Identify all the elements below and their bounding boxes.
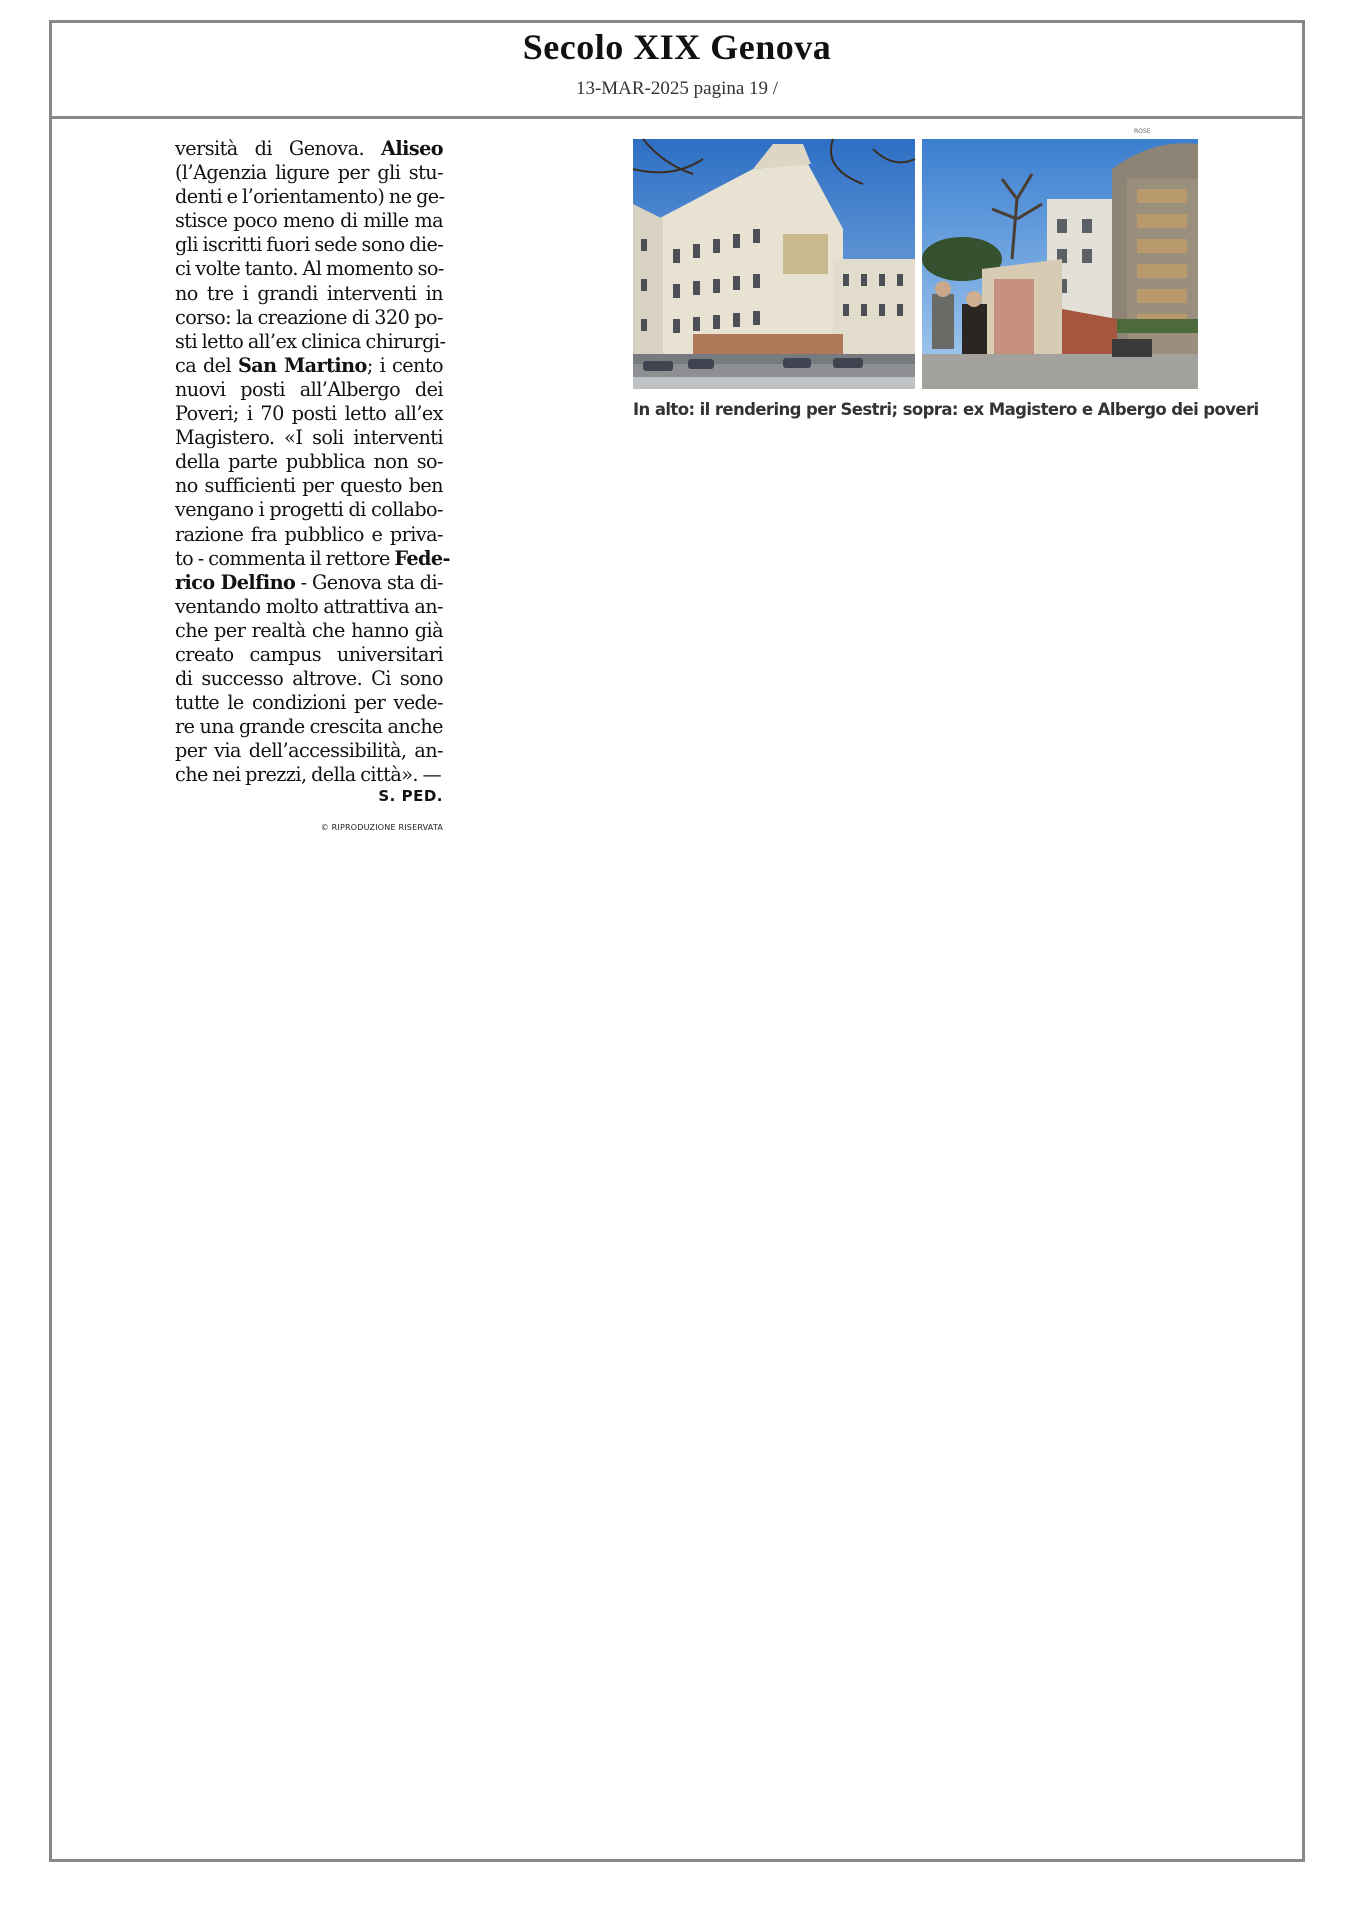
article-line: denti e l’orientamento) ne ge- — [175, 185, 445, 209]
publication-title: Secolo XIX Genova — [522, 27, 832, 67]
article-line: nuovi posti all’Albergo dei — [175, 377, 443, 401]
article-line: versità di Genova. Aliseo — [175, 137, 443, 160]
article-line: Magistero. «I soli interventi — [175, 426, 443, 450]
photo-credit: ROSE — [1134, 128, 1151, 135]
article-line: no tre i grandi interventi in — [175, 281, 443, 305]
bold-name: rico Delfino — [175, 570, 296, 594]
publication-date-page: 13-MAR-2025 pagina 19 / — [575, 78, 779, 99]
article-line: gli iscritti fuori sede sono die- — [175, 233, 444, 257]
article-line: Poveri; i 70 posti letto all’ex — [175, 402, 443, 426]
article-line: re una grande crescita anche — [175, 715, 443, 739]
copyright-notice: © RIPRODUZIONE RISERVATA — [320, 823, 443, 832]
article-line: razione fra pubblico e priva- — [175, 522, 443, 546]
article-line: che nei prezzi, della città». — — [175, 763, 442, 787]
page-header — [49, 20, 1305, 119]
article-line: sti letto all’ex clinica chirurgi- — [175, 329, 446, 353]
article-column — [175, 137, 450, 788]
article-line: (l’Agenzia ligure per gli stu- — [175, 161, 443, 185]
article-line: stisce poco meno di mille ma — [175, 209, 443, 233]
article-line: ca del San Martino; i cento — [175, 353, 444, 377]
bold-name: Fede- — [394, 546, 450, 570]
article-line: corso: la creazione di 320 po- — [175, 305, 443, 329]
photo-albergo-dei-poveri — [633, 139, 915, 389]
bold-name: San Martino — [237, 353, 367, 377]
photo-caption: In alto: il rendering per Sestri; sopra: ex Magistero e Albergo dei poveri — [633, 400, 1259, 419]
article-line: di successo altrove. Ci sono — [175, 667, 443, 691]
article-line: vengano i progetti di collabo- — [175, 498, 443, 522]
article-line: ci volte tanto. Al momento so- — [175, 257, 444, 281]
article-line: per via dell’accessibilità, an- — [175, 739, 443, 763]
article-line: tutte le condizioni per vede- — [175, 691, 443, 715]
article-line: rico Delfino - Genova sta di- — [175, 570, 443, 594]
article-line: to - commenta il rettore Fede- — [175, 546, 450, 570]
photo-ex-magistero — [922, 139, 1198, 389]
article-line: no sufficienti per questo ben — [175, 474, 443, 498]
article-line: che per realtà che hanno già — [175, 618, 443, 642]
author-signature: S. PED. — [378, 787, 443, 805]
article-line: della parte pubblica non so- — [175, 450, 443, 474]
article-line: creato campus universitari — [175, 642, 443, 666]
article-line: ventando molto attrattiva an- — [175, 594, 443, 618]
bold-name: Aliseo — [381, 137, 443, 160]
